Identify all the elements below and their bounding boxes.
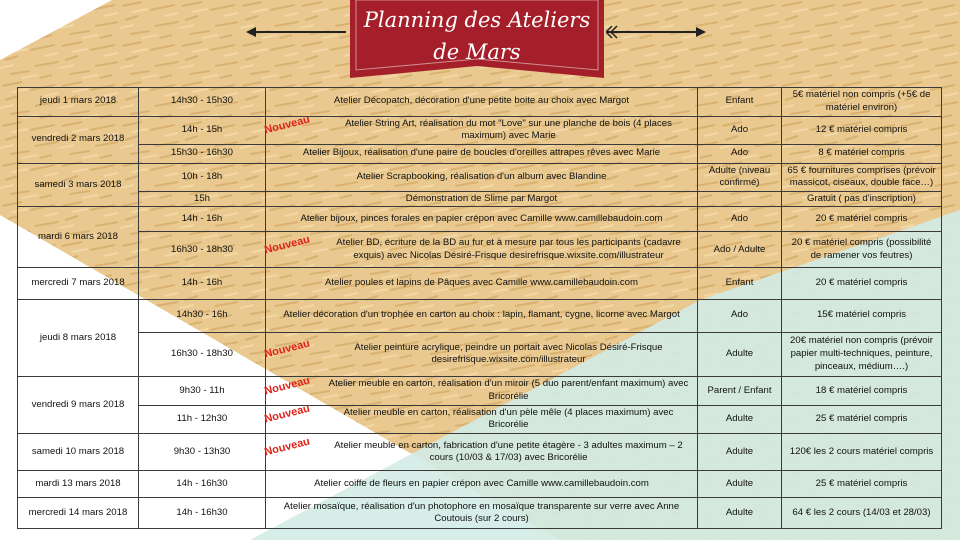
table-row [18, 332, 942, 377]
workshop-cell [263, 332, 698, 377]
time-cell: 16h30 - 18h30 [139, 232, 266, 268]
audience-cell: Adulte (niveau confirmé) [698, 163, 782, 192]
audience-cell: Adulte [698, 498, 782, 529]
workshop-description: Atelier meuble en carton, réalisation d'un miroir (5 duo parent/enfant maximum) avec Bricorélie [328, 378, 689, 402]
time-cell: 14h - 15h [139, 116, 266, 145]
time-cell: 14h - 16h [139, 268, 266, 300]
workshop-cell [266, 163, 698, 192]
workshop-cell [266, 145, 698, 164]
time-cell: 14h - 16h30 [139, 498, 266, 529]
table-row [18, 434, 942, 471]
time-cell: 14h30 - 16h [139, 299, 266, 332]
audience-cell: Adulte [698, 434, 782, 471]
price-cell: 20€ matériel non compris (prévoir papier multi-techniques, peinture, pinceaux, médium….) [782, 332, 942, 377]
title-line-1: Planning des Ateliers [363, 8, 591, 32]
date-cell: mercredi 7 mars 2018 [18, 268, 139, 300]
title-line-2: de Mars [433, 40, 521, 64]
price-cell: 65 € fournitures comprises (prévoir massicot, ciseaux, double face…) [782, 163, 942, 192]
price-cell: 25 € matériel compris [782, 471, 942, 498]
time-cell: 15h30 - 16h30 [139, 145, 266, 164]
schedule-table [17, 87, 942, 529]
workshop-cell [266, 471, 698, 498]
table-row [18, 192, 942, 207]
price-cell: 25 € matériel compris [782, 405, 942, 434]
workshop-cell [266, 207, 698, 232]
new-badge: Nouveau [263, 233, 312, 257]
table-row [18, 88, 942, 117]
workshop-description: Atelier décoration d'un trophée en carton au choix : lapin, flamant, cygne, licorne avec Margot [283, 309, 680, 321]
table-row [18, 116, 942, 145]
workshop-cell [263, 232, 698, 268]
workshop-cell [263, 402, 698, 434]
date-cell: mardi 13 mars 2018 [18, 471, 139, 498]
workshop-description: Atelier String Art, réalisation du mot "Love" sur une planche de bois (4 places maximum) avec Marie [345, 117, 672, 142]
time-cell: 11h - 12h30 [139, 405, 266, 434]
table-row [18, 498, 942, 529]
time-cell: 9h30 - 13h30 [139, 434, 266, 471]
audience-cell: Ado / Adulte [698, 232, 782, 268]
time-cell: 14h - 16h [139, 207, 266, 232]
date-cell: samedi 3 mars 2018 [18, 163, 139, 207]
date-cell: jeudi 1 mars 2018 [18, 88, 139, 117]
audience-cell: Ado [698, 145, 782, 164]
workshop-description: Atelier BD, écriture de la BD au fur et à mesure par tous les participants (cadavre exquis) avec Nicolas Désiré-Frisque desirefrisque.wixsite.com/illustrateur [336, 237, 681, 261]
date-cell: jeudi 8 mars 2018 [18, 299, 139, 376]
date-cell: vendredi 2 mars 2018 [18, 116, 139, 163]
audience-cell: Adulte [698, 471, 782, 498]
arrow-right-icon [606, 22, 706, 42]
date-cell: vendredi 9 mars 2018 [18, 377, 139, 434]
workshop-cell [266, 88, 698, 117]
audience-cell: Ado [698, 116, 782, 145]
time-cell: 14h - 16h30 [139, 471, 266, 498]
workshop-cell [266, 498, 698, 529]
price-cell: 20 € matériel compris (possibilité de ramener vos feutres) [782, 232, 942, 268]
table-row [18, 377, 942, 406]
date-cell: samedi 10 mars 2018 [18, 434, 139, 471]
table-row [18, 145, 942, 164]
table-row [18, 299, 942, 332]
date-cell: mardi 6 mars 2018 [18, 207, 139, 268]
audience-cell: Ado [698, 299, 782, 332]
price-cell: Gratuit ( pas d'inscription) [782, 192, 942, 207]
audience-cell [698, 192, 782, 207]
time-cell: 14h30 - 15h30 [139, 88, 266, 117]
new-badge: Nouveau [263, 337, 312, 361]
audience-cell: Enfant [698, 88, 782, 117]
audience-cell: Enfant [698, 268, 782, 300]
price-cell: 120€ les 2 cours matériel compris [782, 434, 942, 471]
time-cell: 15h [139, 192, 266, 207]
new-badge: Nouveau [263, 374, 312, 398]
workshop-description: Atelier bijoux, pinces forales en papier crépon avec Camille www.camillebaudoin.com [300, 213, 663, 224]
workshop-description: Atelier poules et lapins de Pâques avec Camille www.camillebaudoin.com [324, 277, 639, 289]
workshop-description: Atelier coiffe de fleurs en papier crépon avec Camille www.camillebaudoin.com [314, 478, 649, 489]
workshop-cell [266, 192, 698, 207]
price-cell: 12 € matériel compris [782, 116, 942, 145]
workshop-cell [263, 434, 698, 471]
workshop-description: Atelier Scrapbooking, réalisation d'un album avec Blandine [356, 170, 607, 182]
table-row [18, 163, 942, 192]
price-cell: 8 € matériel compris [782, 145, 942, 164]
new-badge: Nouveau [263, 402, 312, 426]
workshop-description: Atelier mosaïque, réalisation d'un photophore en mosaïque transparente sur verre avec Anne Coutouis (sur 2 cours) [283, 500, 680, 525]
new-badge: Nouveau [263, 435, 312, 459]
price-cell: 5€ matériel non compris (+5€ de matériel environ) [782, 88, 942, 117]
page-title [350, 4, 604, 68]
time-cell: 16h30 - 18h30 [139, 332, 266, 377]
workshop-description: Atelier peinture acrylique, peindre un portait avec Nicolas Désiré-Frisque desirefrisque.wixsite.com/illustrateur [354, 341, 663, 366]
table-row [18, 268, 942, 300]
price-cell: 20 € matériel compris [782, 207, 942, 232]
new-badge: Nouveau [263, 113, 312, 137]
time-cell: 10h - 18h [139, 163, 266, 192]
schedule-body [18, 88, 942, 529]
workshop-description: Atelier meuble en carton, fabrication d'une petite étagère - 3 adultes maximum – 2 cours (10/03 & 17/03) avec Bricorélie [334, 439, 683, 464]
price-cell: 64 € les 2 cours (14/03 et 28/03) [782, 498, 942, 529]
title-banner [350, 0, 604, 78]
audience-cell: Ado [698, 207, 782, 232]
date-cell: mercredi 14 mars 2018 [18, 498, 139, 529]
workshop-description: Démonstration de Slime par Margot [405, 192, 558, 204]
audience-cell: Parent / Enfant [698, 377, 782, 406]
audience-cell: Adulte [698, 332, 782, 377]
time-cell: 9h30 - 11h [139, 377, 266, 406]
workshop-description: Atelier Décopatch, décoration d'une petite boite au choix avec Margot [333, 95, 630, 107]
price-cell: 15€ matériel compris [782, 299, 942, 332]
table-row [18, 471, 942, 498]
table-row [18, 232, 942, 268]
workshop-cell [263, 113, 698, 145]
workshop-cell [266, 299, 698, 332]
price-cell: 20 € matériel compris [782, 268, 942, 300]
audience-cell: Adulte [698, 405, 782, 434]
table-row [18, 207, 942, 232]
workshop-cell [263, 374, 698, 406]
workshop-cell [266, 268, 698, 300]
workshop-description: Atelier Bijoux, réalisation d'une paire de boucles d'oreilles attrapes rêves avec Marie [302, 147, 661, 159]
workshop-description: Atelier meuble en carton, réalisation d'un pèle mêle (4 places maximum) avec Bricorélie [343, 406, 674, 431]
table-row [18, 405, 942, 434]
arrow-left-icon [246, 22, 346, 42]
price-cell: 18 € matériel compris [782, 377, 942, 406]
